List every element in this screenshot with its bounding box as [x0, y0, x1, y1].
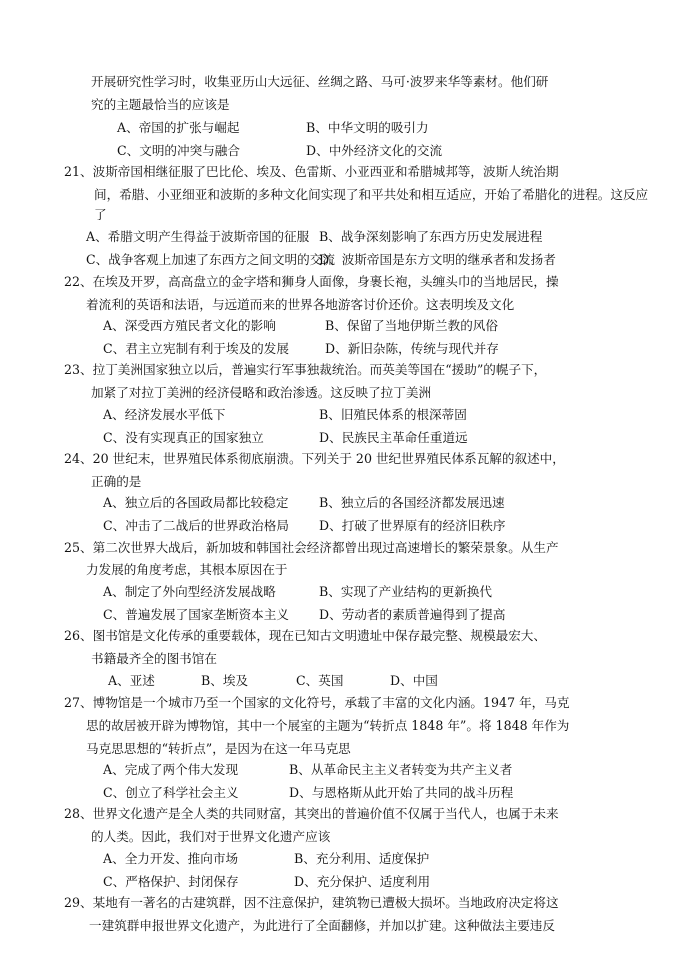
option-d: D、新旧杂陈，传统与现代并存 — [325, 341, 499, 356]
question-text-line: 力发展的角度考虑，其根本原因在于 — [86, 562, 288, 577]
option-b: B、旧殖民体系的根深蒂固 — [319, 407, 467, 422]
option-d: D、与恩格斯从此开始了共同的战斗历程 — [289, 785, 514, 800]
option-a: A、希腊文明产生得益于波斯帝国的征服 — [86, 229, 310, 244]
question-25-stem: 25、第二次世界大战后，新加坡和韩国社会经济都曾出现过高速增长的繁荣景象。从生产 — [64, 540, 559, 555]
option-b: B、从革命民主主义者转变为共产主义者 — [289, 762, 513, 777]
option-c: C、战争客观上加速了东西方之间文明的交流 — [86, 252, 335, 267]
option-a: A、独立后的各国政局都比较稳定 — [103, 495, 289, 510]
question-27-stem: 27、博物馆是一个城市乃至一个国家的文化符号，承载了丰富的文化内涵。1947 年，马克 — [64, 695, 570, 710]
option-b: B、保留了当地伊斯兰教的风俗 — [325, 318, 498, 333]
question-24-stem: 24、20 世纪末，世界殖民体系彻底崩溃。下列关于 20 世纪世界殖民体系瓦解的叙述中， — [64, 451, 565, 466]
question-23-stem: 23、拉丁美洲国家独立以后，普遍实行军事独裁统治。而英美等国在“援助”的幌子下， — [64, 362, 547, 377]
option-d: D、中国 — [390, 673, 438, 688]
option-b: B、独立后的各国经济都发展迅速 — [319, 495, 505, 510]
question-text-line: 开展研究性学习时，收集亚历山大远征、丝绸之路、马可·波罗来华等素材。他们研 — [91, 74, 549, 89]
question-text-line: 的人类。因此，我们对于世界文化遗产应该 — [91, 829, 331, 844]
question-text-line: 正确的是 — [91, 474, 142, 489]
option-d: D、波斯帝国是东方文明的继承者和发扬者 — [319, 252, 556, 267]
option-c: C、严格保护、封闭保存 — [103, 874, 239, 889]
question-text-line: 书籍最齐全的图书馆在 — [91, 651, 217, 666]
option-a: A、制定了外向型经济发展战略 — [103, 584, 276, 599]
question-29-stem: 29、某地有一著名的古建筑群，因不注意保护，建筑物已遭极大损坏。当地政府决定将这 — [64, 895, 559, 910]
question-text-line: 一建筑群申报世界文化遗产，为此进行了全面翻修，并加以扩建。这种做法主要违反 — [89, 918, 555, 933]
option-c: C、文明的冲突与融合 — [117, 143, 240, 158]
option-d: D、民族民主革命任重道远 — [319, 430, 468, 445]
option-d: D、劳动者的素质普遍得到了提高 — [319, 607, 506, 622]
question-26-stem: 26、图书馆是文化传承的重要载体，现在已知古文明遗址中保存最完整、规模最宏大、 — [64, 628, 546, 643]
question-text-line: 究的主题最恰当的应该是 — [91, 97, 230, 112]
option-d: D、充分保护、适度利用 — [294, 874, 431, 889]
option-c: C、普遍发展了国家垄断资本主义 — [103, 607, 289, 622]
question-22-stem: 22、在埃及开罗，高高盘立的金字塔和狮身人面像，身裹长袍，头缠头巾的当地居民，操 — [64, 274, 559, 289]
option-a: A、完成了两个伟大发现 — [103, 762, 239, 777]
option-c: C、英国 — [296, 673, 344, 688]
question-text-line: 思的故居被开辟为博物馆，其中一个展室的主题为“转折点 1848 年”。将 1848 年作为 — [86, 718, 570, 733]
question-text-line: 了 — [94, 207, 107, 222]
option-a: A、亚述 — [108, 673, 155, 688]
question-text-line: 间，希腊、小亚细亚和波斯的多种文化间实现了和平共处和相互适应，开始了希腊化的进程。这反应 — [94, 187, 649, 202]
option-b: B、充分利用、适度保护 — [294, 851, 430, 866]
question-text-line: 加紧了对拉丁美洲的经济侵略和政治渗透。这反映了拉丁美洲 — [91, 385, 432, 400]
option-a: A、全力开发、推向市场 — [103, 851, 239, 866]
option-c: C、没有实现真正的国家独立 — [103, 430, 264, 445]
option-a: A、经济发展水平低下 — [103, 407, 226, 422]
option-c: C、冲击了二战后的世界政治格局 — [103, 518, 289, 533]
question-28-stem: 28、世界文化遗产是全人类的共同财富，其突出的普遍价值不仅属于当代人，也属于未来 — [64, 806, 559, 821]
question-21-stem: 21、波斯帝国相继征服了巴比伦、埃及、色雷斯、小亚西亚和希腊城邦等，波斯人统治期 — [64, 164, 559, 179]
option-b: B、实现了产业结构的更新换代 — [319, 584, 492, 599]
option-b: B、埃及 — [201, 673, 249, 688]
option-c: C、创立了科学社会主义 — [103, 785, 239, 800]
option-d: D、中外经济文化的交流 — [306, 143, 443, 158]
option-a: A、帝国的扩张与崛起 — [117, 120, 240, 135]
option-c: C、君主立宪制有利于埃及的发展 — [103, 341, 289, 356]
question-text-line: 着流利的英语和法语，与远道而来的世界各地游客讨价还价。这表明埃及文化 — [86, 297, 515, 312]
option-a: A、深受西方殖民者文化的影响 — [103, 318, 276, 333]
option-d: D、打破了世界原有的经济旧秩序 — [319, 518, 506, 533]
option-b: B、战争深刻影响了东西方历史发展进程 — [319, 229, 543, 244]
question-text-line: 马克思思想的“转折点”，是因为在这一年马克思 — [86, 741, 351, 756]
option-b: B、中华文明的吸引力 — [306, 120, 429, 135]
